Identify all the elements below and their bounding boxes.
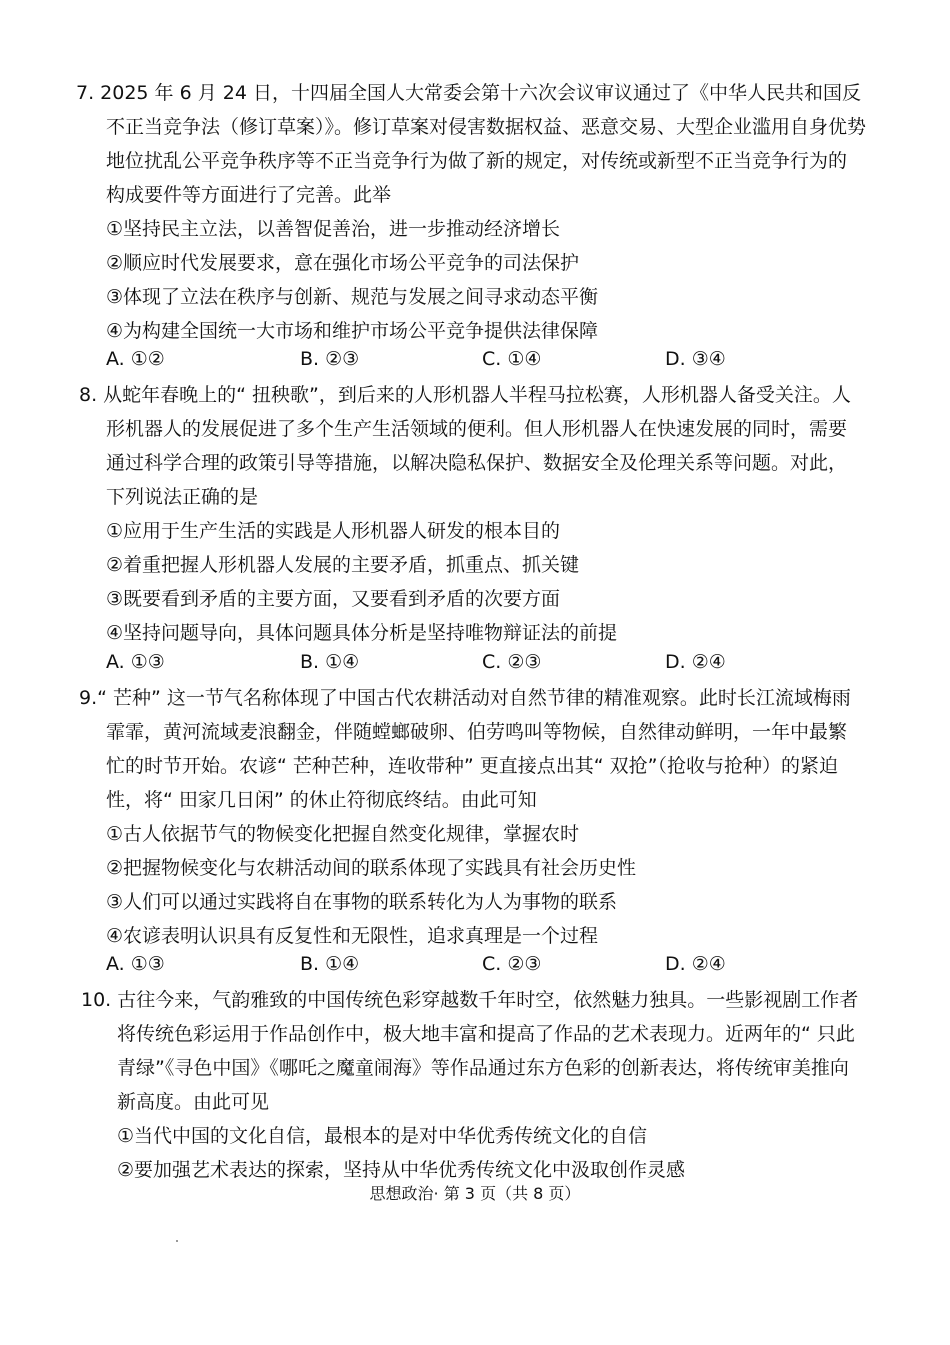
question-stem-line: 不正当竞争法（修订草案）》。修订草案对侵害数据权益、恶意交易、大型企业滥用自身优势 [106, 116, 867, 138]
answer-options [106, 950, 806, 978]
option-b[interactable]: B. ①④ [300, 953, 360, 975]
page-footer: 思想政治· 第 3 页（共 8 页） [369, 1184, 581, 1203]
question-stem-line: 9.“ 芒种” 这一节气名称体现了中国古代农耕活动对自然节律的精准观察。此时长江流域梅雨 [79, 687, 851, 709]
option-d[interactable]: D. ③④ [665, 348, 726, 370]
choice-statement: ③既要看到矛盾的主要方面，又要看到矛盾的次要方面 [106, 588, 561, 610]
answer-options [106, 345, 806, 373]
choice-statement: ④坚持问题导向，具体问题具体分析是坚持唯物辩证法的前提 [106, 622, 618, 644]
question-stem-line: 新高度。由此可见 [117, 1091, 270, 1113]
question-stem-line: 形机器人的发展促进了多个生产生活领域的便利。但人形机器人在快速发展的同时，需要 [106, 418, 848, 440]
choice-statement: ④农谚表明认识具有反复性和无限性，追求真理是一个过程 [106, 925, 599, 947]
option-b[interactable]: B. ①④ [300, 651, 360, 673]
question-stem-line: 霏霏，黄河流域麦浪翻金，伴随螳螂破卵、伯劳鸣叫等物候，自然律动鲜明，一年中最繁 [106, 721, 848, 743]
question-stem-line: 7. 2025 年 6 月 24 日，十四届全国人大常委会第十六次会议审议通过了《中华人民共和国反 [76, 82, 861, 104]
choice-statement: ①当代中国的文化自信，最根本的是对中华优秀传统文化的自信 [117, 1125, 648, 1147]
question-stem-line: 性，将“ 田家几日闲” 的休止符彻底终结。由此可知 [106, 789, 537, 811]
answer-options [106, 648, 806, 676]
question-stem-line: 青绿”《寻色中国》《哪吒之魔童闹海》等作品通过东方色彩的创新表达，将传统审美推向 [117, 1057, 849, 1079]
option-a[interactable]: A. ①② [106, 348, 165, 370]
choice-statement: ③体现了立法在秩序与创新、规范与发展之间寻求动态平衡 [106, 286, 599, 308]
option-d[interactable]: D. ②④ [665, 651, 726, 673]
question-stem-line: 忙的时节开始。农谚“ 芒种芒种，连收带种” 更直接点出其“ 双抢”（抢收与抢种）的紧迫 [106, 755, 838, 777]
option-c[interactable]: C. ②③ [482, 651, 542, 673]
option-a[interactable]: A. ①③ [106, 953, 165, 975]
question-stem-line: 地位扰乱公平竞争秩序等不正当竞争行为做了新的规定，对传统或新型不正当竞争行为的 [106, 150, 848, 172]
option-b[interactable]: B. ②③ [300, 348, 360, 370]
option-d[interactable]: D. ②④ [665, 953, 726, 975]
option-a[interactable]: A. ①③ [106, 651, 165, 673]
scan-speck [176, 1240, 178, 1242]
choice-statement: ②要加强艺术表达的探索，坚持从中华优秀传统文化中汲取创作灵感 [117, 1159, 686, 1181]
choice-statement: ①古人依据节气的物候变化把握自然变化规律，掌握农时 [106, 823, 580, 845]
choice-statement: ③人们可以通过实践将自在事物的联系转化为人为事物的联系 [106, 891, 618, 913]
option-c[interactable]: C. ①④ [482, 348, 542, 370]
question-stem-line: 8. 从蛇年春晚上的“ 扭秧歌”，到后来的人形机器人半程马拉松赛，人形机器人备受关注。人 [79, 384, 851, 406]
question-stem-line: 通过科学合理的政策引导等措施，以解决隐私保护、数据安全及伦理关系等问题。对此， [106, 452, 848, 474]
choice-statement: ②把握物候变化与农耕活动间的联系体现了实践具有社会历史性 [106, 857, 637, 879]
choice-statement: ④为构建全国统一大市场和维护市场公平竞争提供法律保障 [106, 320, 599, 342]
question-stem-line: 10. 古往今来，气韵雅致的中国传统色彩穿越数千年时空，依然魅力独具。一些影视剧工作者 [81, 989, 859, 1011]
choice-statement: ①坚持民主立法，以善智促善治，进一步推动经济增长 [106, 218, 561, 240]
option-c[interactable]: C. ②③ [482, 953, 542, 975]
choice-statement: ①应用于生产生活的实践是人形机器人研发的根本目的 [106, 520, 561, 542]
question-stem-line: 下列说法正确的是 [106, 486, 259, 508]
choice-statement: ②顺应时代发展要求，意在强化市场公平竞争的司法保护 [106, 252, 580, 274]
question-stem-line: 将传统色彩运用于作品创作中，极大地丰富和提高了作品的艺术表现力。近两年的“ 只此 [117, 1023, 855, 1045]
question-stem-line: 构成要件等方面进行了完善。此举 [106, 184, 392, 206]
choice-statement: ②着重把握人形机器人发展的主要矛盾，抓重点、抓关键 [106, 554, 580, 576]
